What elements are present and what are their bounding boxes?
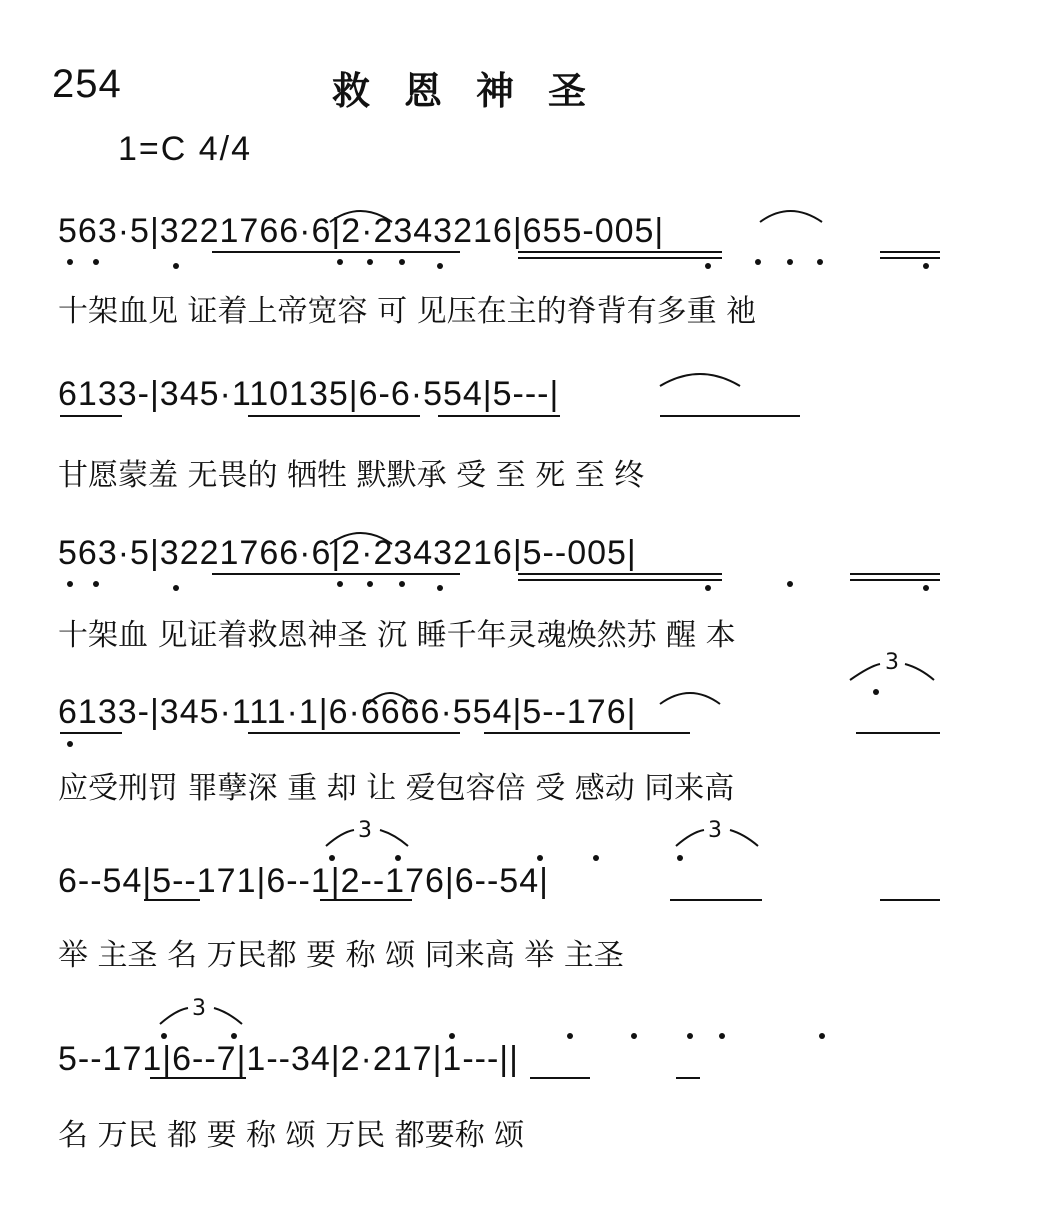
lyric-line-3: 十架血 见证着救恩神圣 沉 睡千年灵魂焕然苏 醒 本 [58, 618, 736, 653]
notation-line-2: 6133-|345·110135|6-6·554|5---| [58, 375, 560, 413]
key-signature: 1=C 4/4 [118, 130, 253, 168]
lyric-line-5: 举 主圣 名 万民都 要 称 颂 同来高 举 主圣 [58, 938, 624, 973]
triplet-mark: 3 [192, 996, 206, 1021]
notation-line-4: 6133-|345·111·1|6·6666·554|5--176| [58, 693, 637, 731]
notation-line-5: 6--54|5--171|6--1|2--176|6--54| [58, 862, 549, 900]
triplet-mark: 3 [885, 650, 899, 675]
lyric-line-4: 应受刑罚 罪孽深 重 却 让 爱包容倍 受 感动 同来高 [58, 771, 735, 806]
lyric-line-1: 十架血见 证着上帝宽容 可 见压在主的脊背有多重 祂 [58, 294, 757, 329]
notation-line-3: 563·5|3221766·6|2·2343216|5--005| [58, 534, 637, 572]
notation-line-6: 5--171|6--7|1--34|2·217|1---|| [58, 1040, 519, 1078]
lyric-line-6: 名 万民 都 要 称 颂 万民 都要称 颂 [58, 1118, 525, 1153]
song-title: 救恩神圣 [332, 68, 621, 113]
notation-line-1: 563·5|3221766·6|2·2343216|655-005| [58, 212, 665, 250]
triplet-mark: 3 [358, 818, 372, 843]
page-number: 254 [52, 62, 122, 106]
lyric-line-2: 甘愿蒙羞 无畏的 牺牲 默默承 受 至 死 至 终 [58, 458, 645, 493]
triplet-mark: 3 [708, 818, 722, 843]
